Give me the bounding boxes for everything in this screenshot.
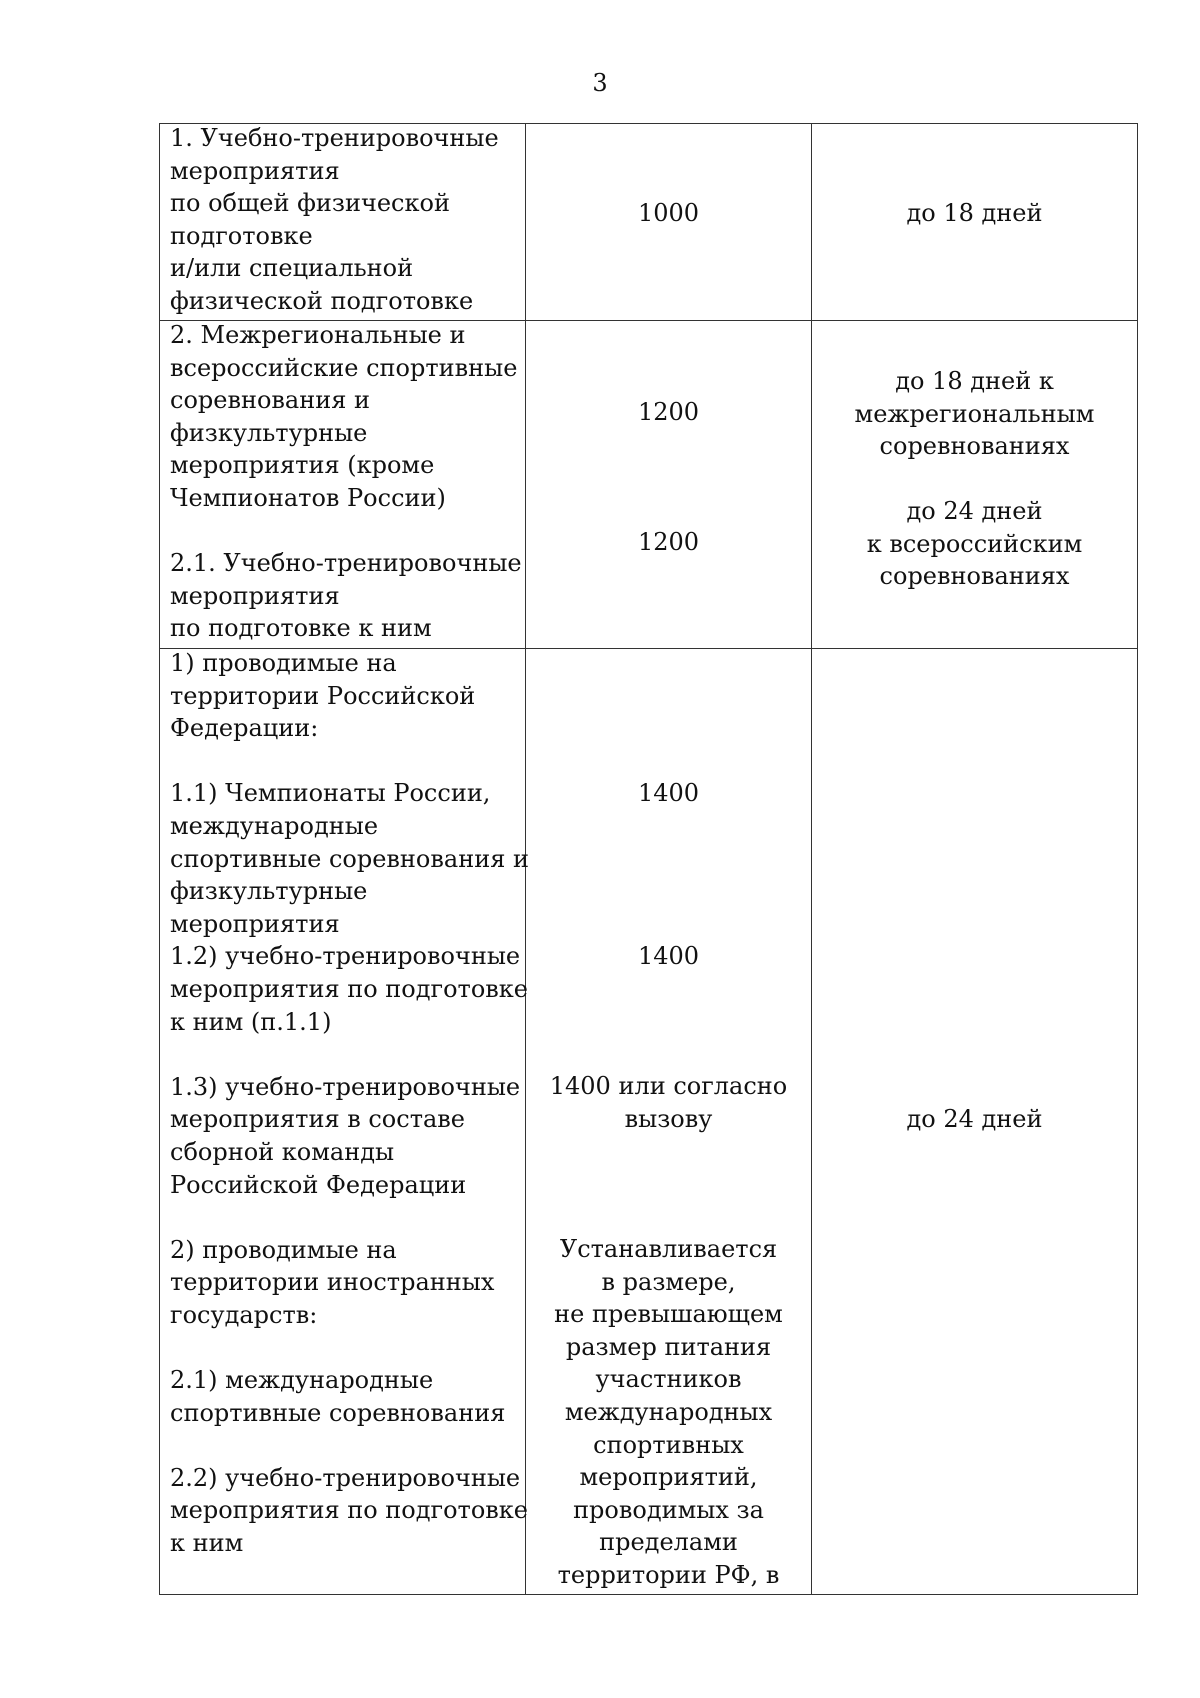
amount-value-interregional: 1200 [637, 398, 700, 426]
amount-value-championships: 1400 [637, 779, 700, 807]
duration-all-russian: до 24 дней к всероссийским соревнованиях [866, 497, 1083, 591]
duration-value: до 24 дней [906, 1105, 1043, 1133]
table-row [160, 321, 1138, 649]
amount-cell [526, 321, 812, 649]
table-row [160, 649, 1138, 1595]
table-row [160, 124, 1138, 321]
amount-value-training: 1200 [637, 528, 700, 556]
page-number: 3 [592, 69, 608, 97]
duration-cell [812, 649, 1138, 1595]
amount-cell [526, 124, 812, 321]
event-description-cell [160, 124, 526, 321]
event-description: 1) проводимые на территории Российской Федерации: 1.1) Чемпионаты России, международные спортивные соревнования и физкультурные мероприятия 1.2) учебно-тренировочные мероприятия по подготовке к ним (п.1.1) 1.3) учебно-тренировочные мероприятия в составе сборной команды Российской Федерации 2) проводимые на территории иностранных государств: 2.1) международные спортивные соревнования 2.2) учебно-тренировочные мероприятия по подготовке к ним [170, 649, 529, 1558]
duration-cell [812, 321, 1138, 649]
event-description: 1. Учебно-тренировочные мероприятия по общей физической подготовке и/или специальной физической подготовке [170, 124, 499, 315]
amount-value: 1000 [637, 199, 700, 227]
event-description-cell [160, 321, 526, 649]
allowance-table [159, 123, 1138, 1595]
duration-interregional: до 18 дней к межрегиональным соревнованиях [854, 367, 1095, 461]
duration-value: до 18 дней [906, 199, 1043, 227]
event-description: 2. Межрегиональные и всероссийские спортивные соревнования и физкультурные мероприятия (кроме Чемпионатов России) 2.1. Учебно-тренировочные мероприятия по подготовке к ним [170, 321, 522, 643]
amount-value-national-team: 1400 или согласно вызову [549, 1072, 788, 1133]
amount-cell [526, 649, 812, 1595]
duration-cell [812, 124, 1138, 321]
event-description-cell [160, 649, 529, 1595]
amount-value-training: 1400 [637, 942, 700, 970]
amount-value-abroad: Устанавливается в размере, не превышающем размер питания участников международных спортивных мероприятий, проводимых за пределами территории РФ, в [554, 1235, 783, 1589]
